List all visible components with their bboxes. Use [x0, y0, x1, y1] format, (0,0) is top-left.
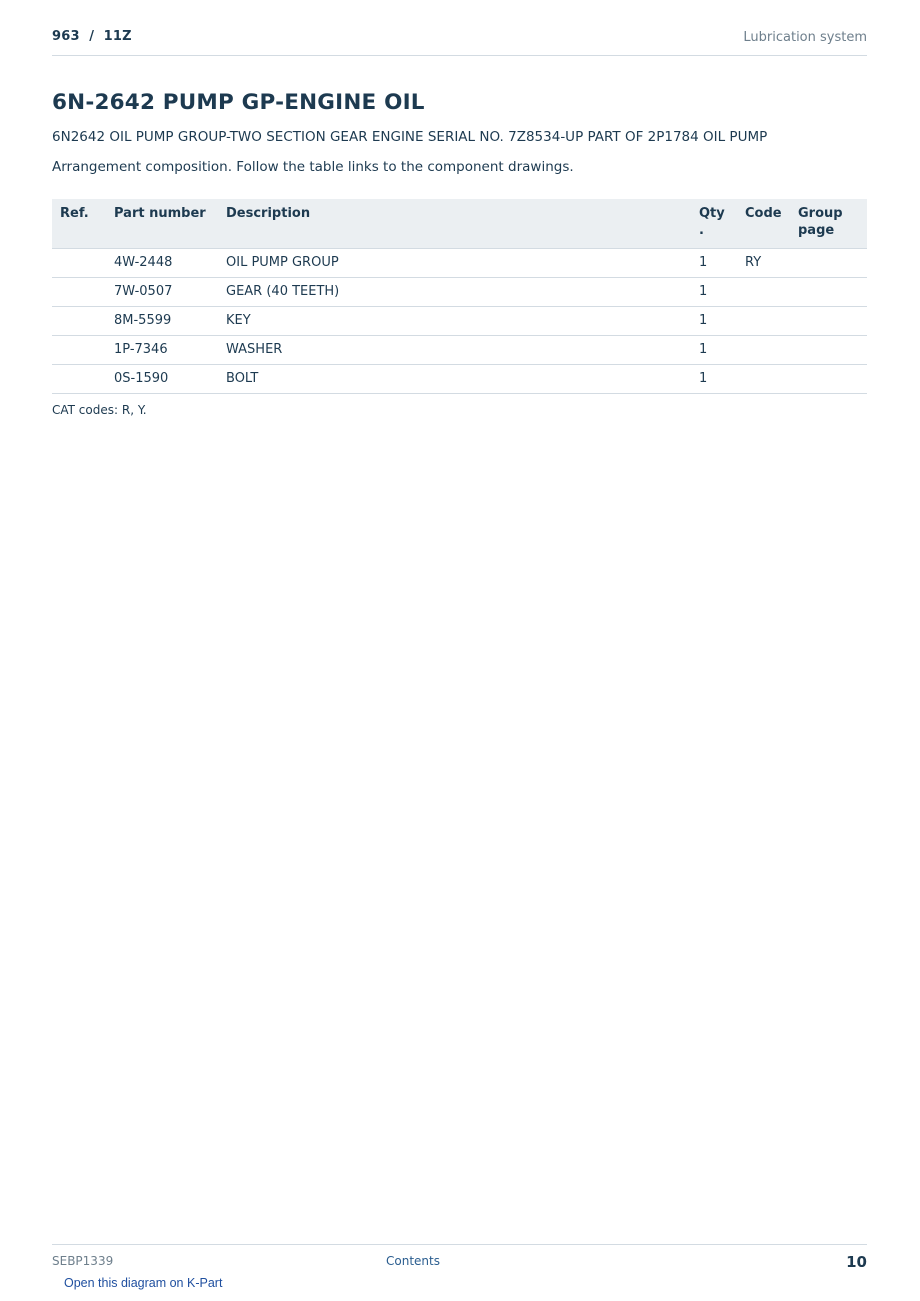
page-header	[52, 28, 867, 56]
kpart-diagram-link[interactable]: Open this diagram on K-Part	[64, 1276, 223, 1290]
cell-ref	[52, 336, 108, 365]
table-row	[52, 307, 867, 336]
page-title: 6N-2642 PUMP GP-ENGINE OIL	[52, 90, 425, 115]
cell-ref	[52, 365, 108, 394]
document-id: SEBP1339	[52, 1254, 114, 1268]
cell-ref	[52, 278, 108, 307]
cell-description: OIL PUMP GROUP	[220, 249, 693, 278]
cell-part-number: 4W-2448	[108, 249, 220, 278]
cell-group-page	[792, 278, 867, 307]
header-description: Description	[220, 199, 693, 249]
section-name: Lubrication system	[743, 30, 867, 45]
cell-group-page	[792, 307, 867, 336]
header-page-label: page	[798, 223, 835, 238]
cell-description: BOLT	[220, 365, 693, 394]
cell-group-page	[792, 365, 867, 394]
cell-code	[739, 365, 792, 394]
parts-table	[52, 199, 867, 394]
table-row	[52, 365, 867, 394]
header-ref: Ref.	[52, 199, 108, 249]
model-serial: 963 / 11Z	[52, 29, 132, 44]
cell-part-number: 1P-7346	[108, 336, 220, 365]
header-group-page	[792, 199, 867, 249]
header-qty-dot: .	[699, 223, 704, 238]
cell-description: WASHER	[220, 336, 693, 365]
page-number: 10	[846, 1253, 867, 1271]
cell-part-number: 7W-0507	[108, 278, 220, 307]
cell-description: KEY	[220, 307, 693, 336]
cell-qty: 1	[693, 249, 739, 278]
cell-code	[739, 336, 792, 365]
header-part-number: Part number	[108, 199, 220, 249]
cat-codes-note: CAT codes: R, Y.	[52, 403, 147, 417]
cell-qty: 1	[693, 307, 739, 336]
table-row	[52, 336, 867, 365]
cell-code	[739, 278, 792, 307]
header-row	[52, 199, 867, 249]
parts-table-body	[52, 249, 867, 394]
header-qty	[693, 199, 739, 249]
parts-table-header	[52, 199, 867, 249]
header-group-label: Group	[798, 206, 843, 221]
cell-qty: 1	[693, 278, 739, 307]
header-code: Code	[739, 199, 792, 249]
group-description: 6N2642 OIL PUMP GROUP-TWO SECTION GEAR ENGINE SERIAL NO. 7Z8534-UP PART OF 2P1784 OIL PUMP	[52, 129, 768, 145]
cell-group-page	[792, 336, 867, 365]
table-row	[52, 278, 867, 307]
cell-ref	[52, 307, 108, 336]
intro-text: Arrangement composition. Follow the table links to the component drawings.	[52, 159, 574, 175]
cell-ref	[52, 249, 108, 278]
cell-description: GEAR (40 TEETH)	[220, 278, 693, 307]
cell-part-number: 0S-1590	[108, 365, 220, 394]
cell-qty: 1	[693, 365, 739, 394]
cell-code	[739, 307, 792, 336]
table-row	[52, 249, 867, 278]
cell-qty: 1	[693, 336, 739, 365]
cell-part-number: 8M-5599	[108, 307, 220, 336]
cell-group-page	[792, 249, 867, 278]
header-qty-label: Qty	[699, 206, 725, 221]
contents-link[interactable]: Contents	[386, 1254, 440, 1268]
cell-code: RY	[739, 249, 792, 278]
page-footer	[52, 1244, 867, 1301]
